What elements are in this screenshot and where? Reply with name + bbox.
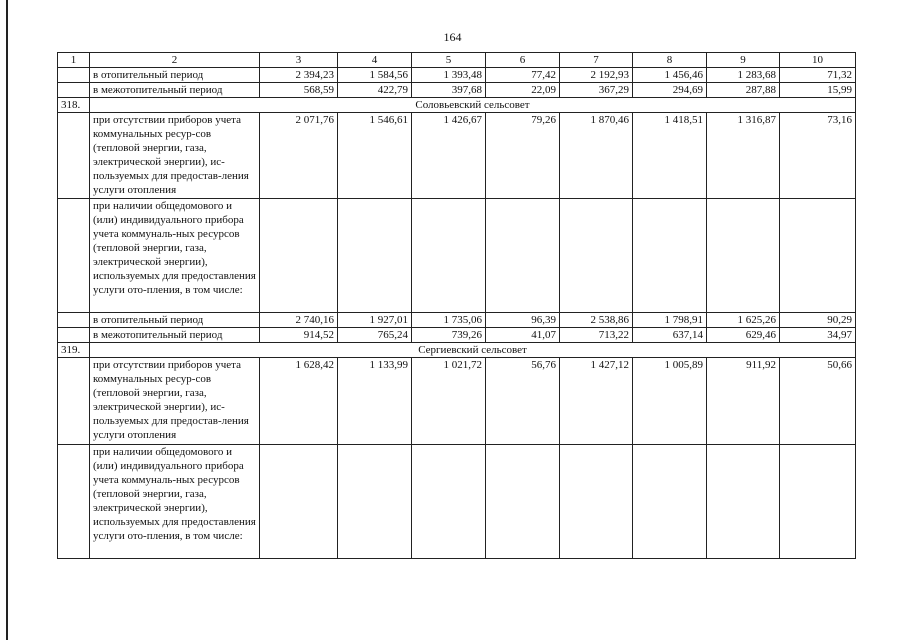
col-header-3: 3 <box>260 53 338 68</box>
tariff-table <box>57 52 856 559</box>
cell-value: 1 546,61 <box>338 113 412 199</box>
table-row <box>58 358 856 445</box>
col-header-4: 4 <box>338 53 412 68</box>
table-row <box>58 199 856 313</box>
header-row <box>58 53 856 68</box>
cell-value: 77,42 <box>486 68 560 83</box>
cell-value: 713,22 <box>560 328 633 343</box>
cell-value: 90,29 <box>780 313 856 328</box>
page-left-edge <box>6 0 8 640</box>
cell-value: 2 394,23 <box>260 68 338 83</box>
table-row <box>58 83 856 98</box>
row-label: в межотопительный период <box>90 328 260 343</box>
cell-value: 96,39 <box>486 313 560 328</box>
cell-value: 629,46 <box>707 328 780 343</box>
cell-value: 739,26 <box>412 328 486 343</box>
cell-value: 79,26 <box>486 113 560 199</box>
table-row <box>58 113 856 199</box>
cell-value: 1 735,06 <box>412 313 486 328</box>
cell-value: 1 456,46 <box>633 68 707 83</box>
cell-value: 2 740,16 <box>260 313 338 328</box>
cell-value: 1 418,51 <box>633 113 707 199</box>
cell-value: 22,09 <box>486 83 560 98</box>
cell-value: 1 283,68 <box>707 68 780 83</box>
cell-value: 41,07 <box>486 328 560 343</box>
cell-value: 1 021,72 <box>412 358 486 445</box>
cell-value: 911,92 <box>707 358 780 445</box>
cell-value: 1 927,01 <box>338 313 412 328</box>
cell-value: 1 316,87 <box>707 113 780 199</box>
cell-value: 71,32 <box>780 68 856 83</box>
section-title: Сергиевский сельсовет <box>90 343 856 358</box>
cell-value: 1 625,26 <box>707 313 780 328</box>
col-header-8: 8 <box>633 53 707 68</box>
cell-value: 1 584,56 <box>338 68 412 83</box>
row-label: в отопительный период <box>90 68 260 83</box>
cell-value: 34,97 <box>780 328 856 343</box>
cell-value: 568,59 <box>260 83 338 98</box>
page-number: 164 <box>443 30 462 44</box>
section-row <box>58 98 856 113</box>
row-label: в отопительный период <box>90 313 260 328</box>
col-header-9: 9 <box>707 53 780 68</box>
section-row <box>58 343 856 358</box>
table-row <box>58 445 856 559</box>
col-header-5: 5 <box>412 53 486 68</box>
cell-value: 397,68 <box>412 83 486 98</box>
cell-value: 2 538,86 <box>560 313 633 328</box>
cell-value: 56,76 <box>486 358 560 445</box>
cell-value: 287,88 <box>707 83 780 98</box>
row-label: при отсутствии приборов учета коммунальных ресур-сов (тепловой энергии, газа, электрической энергии), ис-пользуемых для предостав-ления услуги отопления <box>90 113 260 199</box>
cell-value: 367,29 <box>560 83 633 98</box>
row-label: при наличии общедомового и (или) индивидуального прибора учета коммуналь-ных ресурсов (тепловой энергии, газа, электрической энергии), используемых для предоставления услуги ото-пления, в том числе: <box>90 199 260 313</box>
cell-value: 73,16 <box>780 113 856 199</box>
row-label: в межотопительный период <box>90 83 260 98</box>
section-number: 319. <box>58 343 90 358</box>
col-header-7: 7 <box>560 53 633 68</box>
row-label: при наличии общедомового и (или) индивидуального прибора учета коммуналь-ных ресурсов (тепловой энергии, газа, электрической энергии), используемых для предоставления услуги ото-пления, в том числе: <box>90 445 260 559</box>
cell-value: 1 870,46 <box>560 113 633 199</box>
cell-value: 2 071,76 <box>260 113 338 199</box>
table-row <box>58 328 856 343</box>
col-header-6: 6 <box>486 53 560 68</box>
col-header-10: 10 <box>780 53 856 68</box>
cell-value: 1 798,91 <box>633 313 707 328</box>
cell-value: 294,69 <box>633 83 707 98</box>
section-number: 318. <box>58 98 90 113</box>
cell-value: 1 393,48 <box>412 68 486 83</box>
table-row <box>58 313 856 328</box>
cell-value: 1 427,12 <box>560 358 633 445</box>
cell-value: 15,99 <box>780 83 856 98</box>
section-title: Соловьевский сельсовет <box>90 98 856 113</box>
cell-value: 1 133,99 <box>338 358 412 445</box>
cell-value: 914,52 <box>260 328 338 343</box>
cell-value: 637,14 <box>633 328 707 343</box>
cell-value: 2 192,93 <box>560 68 633 83</box>
cell-value: 422,79 <box>338 83 412 98</box>
cell-value: 1 426,67 <box>412 113 486 199</box>
cell-value: 765,24 <box>338 328 412 343</box>
row-label: при отсутствии приборов учета коммунальных ресур-сов (тепловой энергии, газа, электрической энергии), ис-пользуемых для предостав-ления услуги отопления <box>90 358 260 445</box>
col-header-2: 2 <box>90 53 260 68</box>
col-header-1: 1 <box>58 53 90 68</box>
cell-value: 50,66 <box>780 358 856 445</box>
cell-value: 1 628,42 <box>260 358 338 445</box>
cell-value: 1 005,89 <box>633 358 707 445</box>
table-row <box>58 68 856 83</box>
